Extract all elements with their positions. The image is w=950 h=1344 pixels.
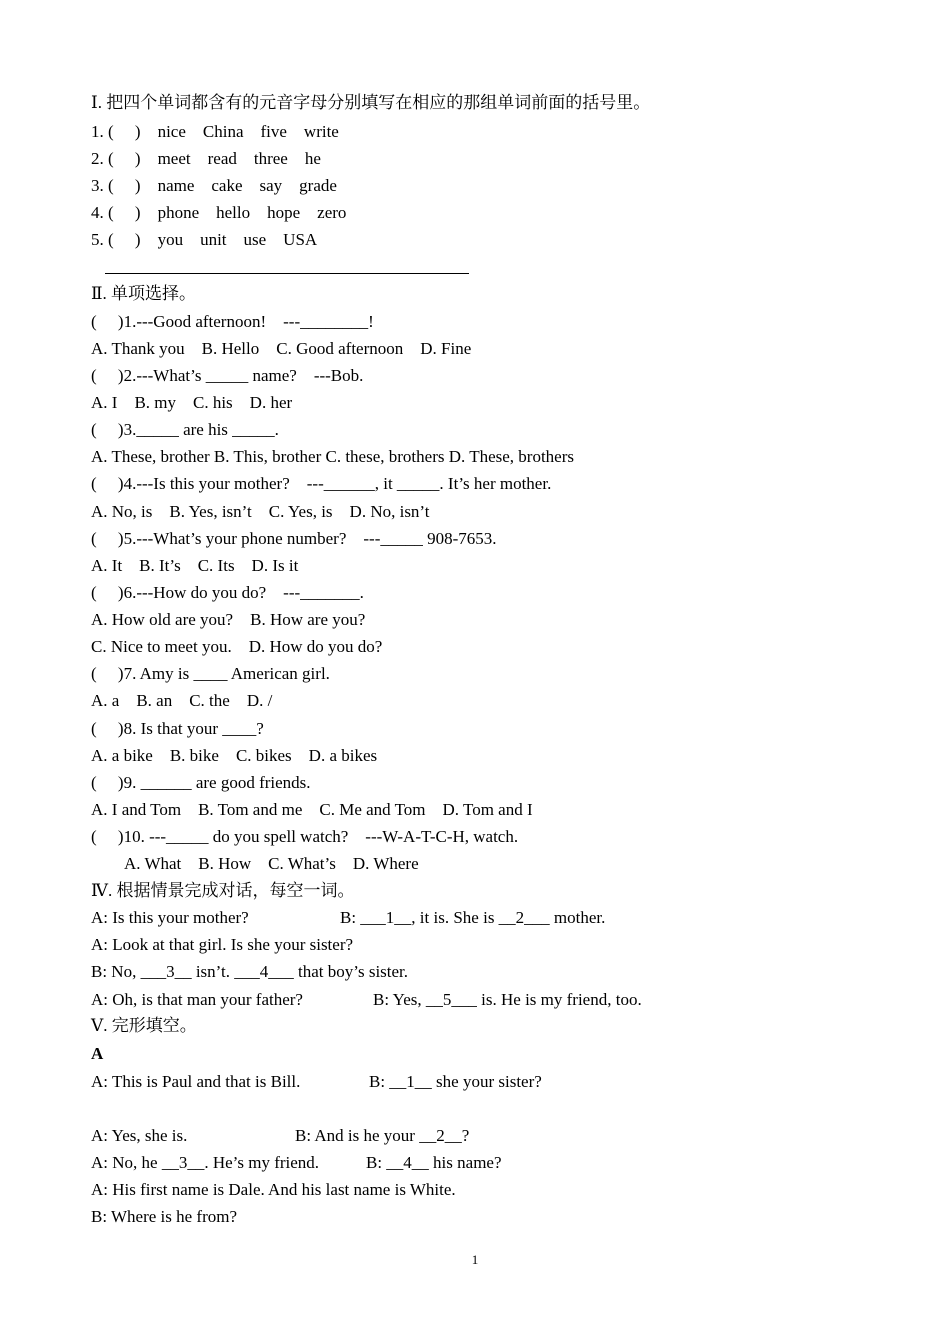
- section2-line-20: ( )10. ---_____ do you spell watch? ---W-A-T-C-H, watch.: [91, 827, 519, 846]
- section2-heading: Ⅱ. 单项选择。: [91, 284, 197, 303]
- section4-line4-a: A: Oh, is that man your father?: [91, 990, 303, 1009]
- section2-line-16: ( )8. Is that your ____?: [91, 719, 264, 738]
- section2-line-1: ( )1.---Good afternoon! ---________!: [91, 312, 374, 331]
- page-number: 1: [471, 1252, 479, 1267]
- section2-line-17: A. a bike B. bike C. bikes D. a bikes: [91, 746, 378, 765]
- section5-subheading: A: [91, 1044, 104, 1063]
- section2-line-3: ( )2.---What’s _____ name? ---Bob.: [91, 366, 364, 385]
- section2-line-12: A. How old are you? B. How are you?: [91, 610, 366, 629]
- section2-line-14: ( )7. Amy is ____ American girl.: [91, 664, 330, 683]
- section5-line2-b: B: And is he your __2__?: [295, 1126, 470, 1145]
- section4-line1-b: B: ___1__, it is. She is __2___ mother.: [340, 908, 606, 927]
- section1-item-1: 1. ( ) nice China five write: [91, 122, 339, 141]
- section5-line3-b: B: __4__ his name?: [366, 1153, 502, 1172]
- section2-line-4: A. I B. my C. his D. her: [91, 393, 293, 412]
- section2-line-2: A. Thank you B. Hello C. Good afternoon D. Fine: [91, 339, 472, 358]
- section4-line1-a: A: Is this your mother?: [91, 908, 249, 927]
- section2-line-18: ( )9. ______ are good friends.: [91, 773, 311, 792]
- section5-line5: B: Where is he from?: [91, 1207, 238, 1226]
- section5-line1-a: A: This is Paul and that is Bill.: [91, 1072, 301, 1091]
- section2-line-7: ( )4.---Is this your mother? ---______, it _____. It’s her mother.: [91, 474, 552, 493]
- section2-line-19: A. I and Tom B. Tom and me C. Me and Tom D. Tom and I: [91, 800, 533, 819]
- section1-item-5: 5. ( ) you unit use USA: [91, 230, 318, 249]
- section5-heading: Ⅴ. 完形填空。: [91, 1016, 197, 1035]
- section2-line-9: ( )5.---What’s your phone number? ---_____ 908-7653.: [91, 529, 497, 548]
- section2-line-10: A. It B. It’s C. Its D. Is it: [91, 556, 299, 575]
- section1-item-3: 3. ( ) name cake say grade: [91, 176, 337, 195]
- section2-line-15: A. a B. an C. the D. /: [91, 691, 273, 710]
- section4-line2: A: Look at that girl. Is she your sister?: [91, 935, 354, 954]
- section5-line1-b: B: __1__ she your sister?: [369, 1072, 542, 1091]
- section1-item-4: 4. ( ) phone hello hope zero: [91, 203, 347, 222]
- section2-line-13: C. Nice to meet you. D. How do you do?: [91, 637, 383, 656]
- section5-line3-a: A: No, he __3__. He’s my friend.: [91, 1153, 320, 1172]
- section2-line-11: ( )6.---How do you do? ---_______.: [91, 583, 364, 602]
- section1-heading: Ⅰ. 把四个单词都含有的元音字母分别填写在相应的那组单词前面的括号里。: [91, 93, 651, 112]
- section2-last-options: A. What B. How C. What’s D. Where: [124, 854, 419, 873]
- section4-line4-b: B: Yes, __5___ is. He is my friend, too.: [373, 990, 642, 1009]
- section1-item-2: 2. ( ) meet read three he: [91, 149, 321, 168]
- divider-line: [105, 273, 469, 274]
- section5-line2-a: A: Yes, she is.: [91, 1126, 188, 1145]
- section5-line4: A: His first name is Dale. And his last name is White.: [91, 1180, 456, 1199]
- section2-line-5: ( )3._____ are his _____.: [91, 420, 279, 439]
- section4-heading: Ⅳ. 根据情景完成对话，每空一词。: [91, 881, 355, 900]
- section2-line-6: A. These, brother B. This, brother C. these, brothers D. These, brothers: [91, 447, 574, 466]
- section2-line-8: A. No, is B. Yes, isn’t C. Yes, is D. No, isn’t: [91, 502, 430, 521]
- section4-line3: B: No, ___3__ isn’t. ___4___ that boy’s sister.: [91, 962, 409, 981]
